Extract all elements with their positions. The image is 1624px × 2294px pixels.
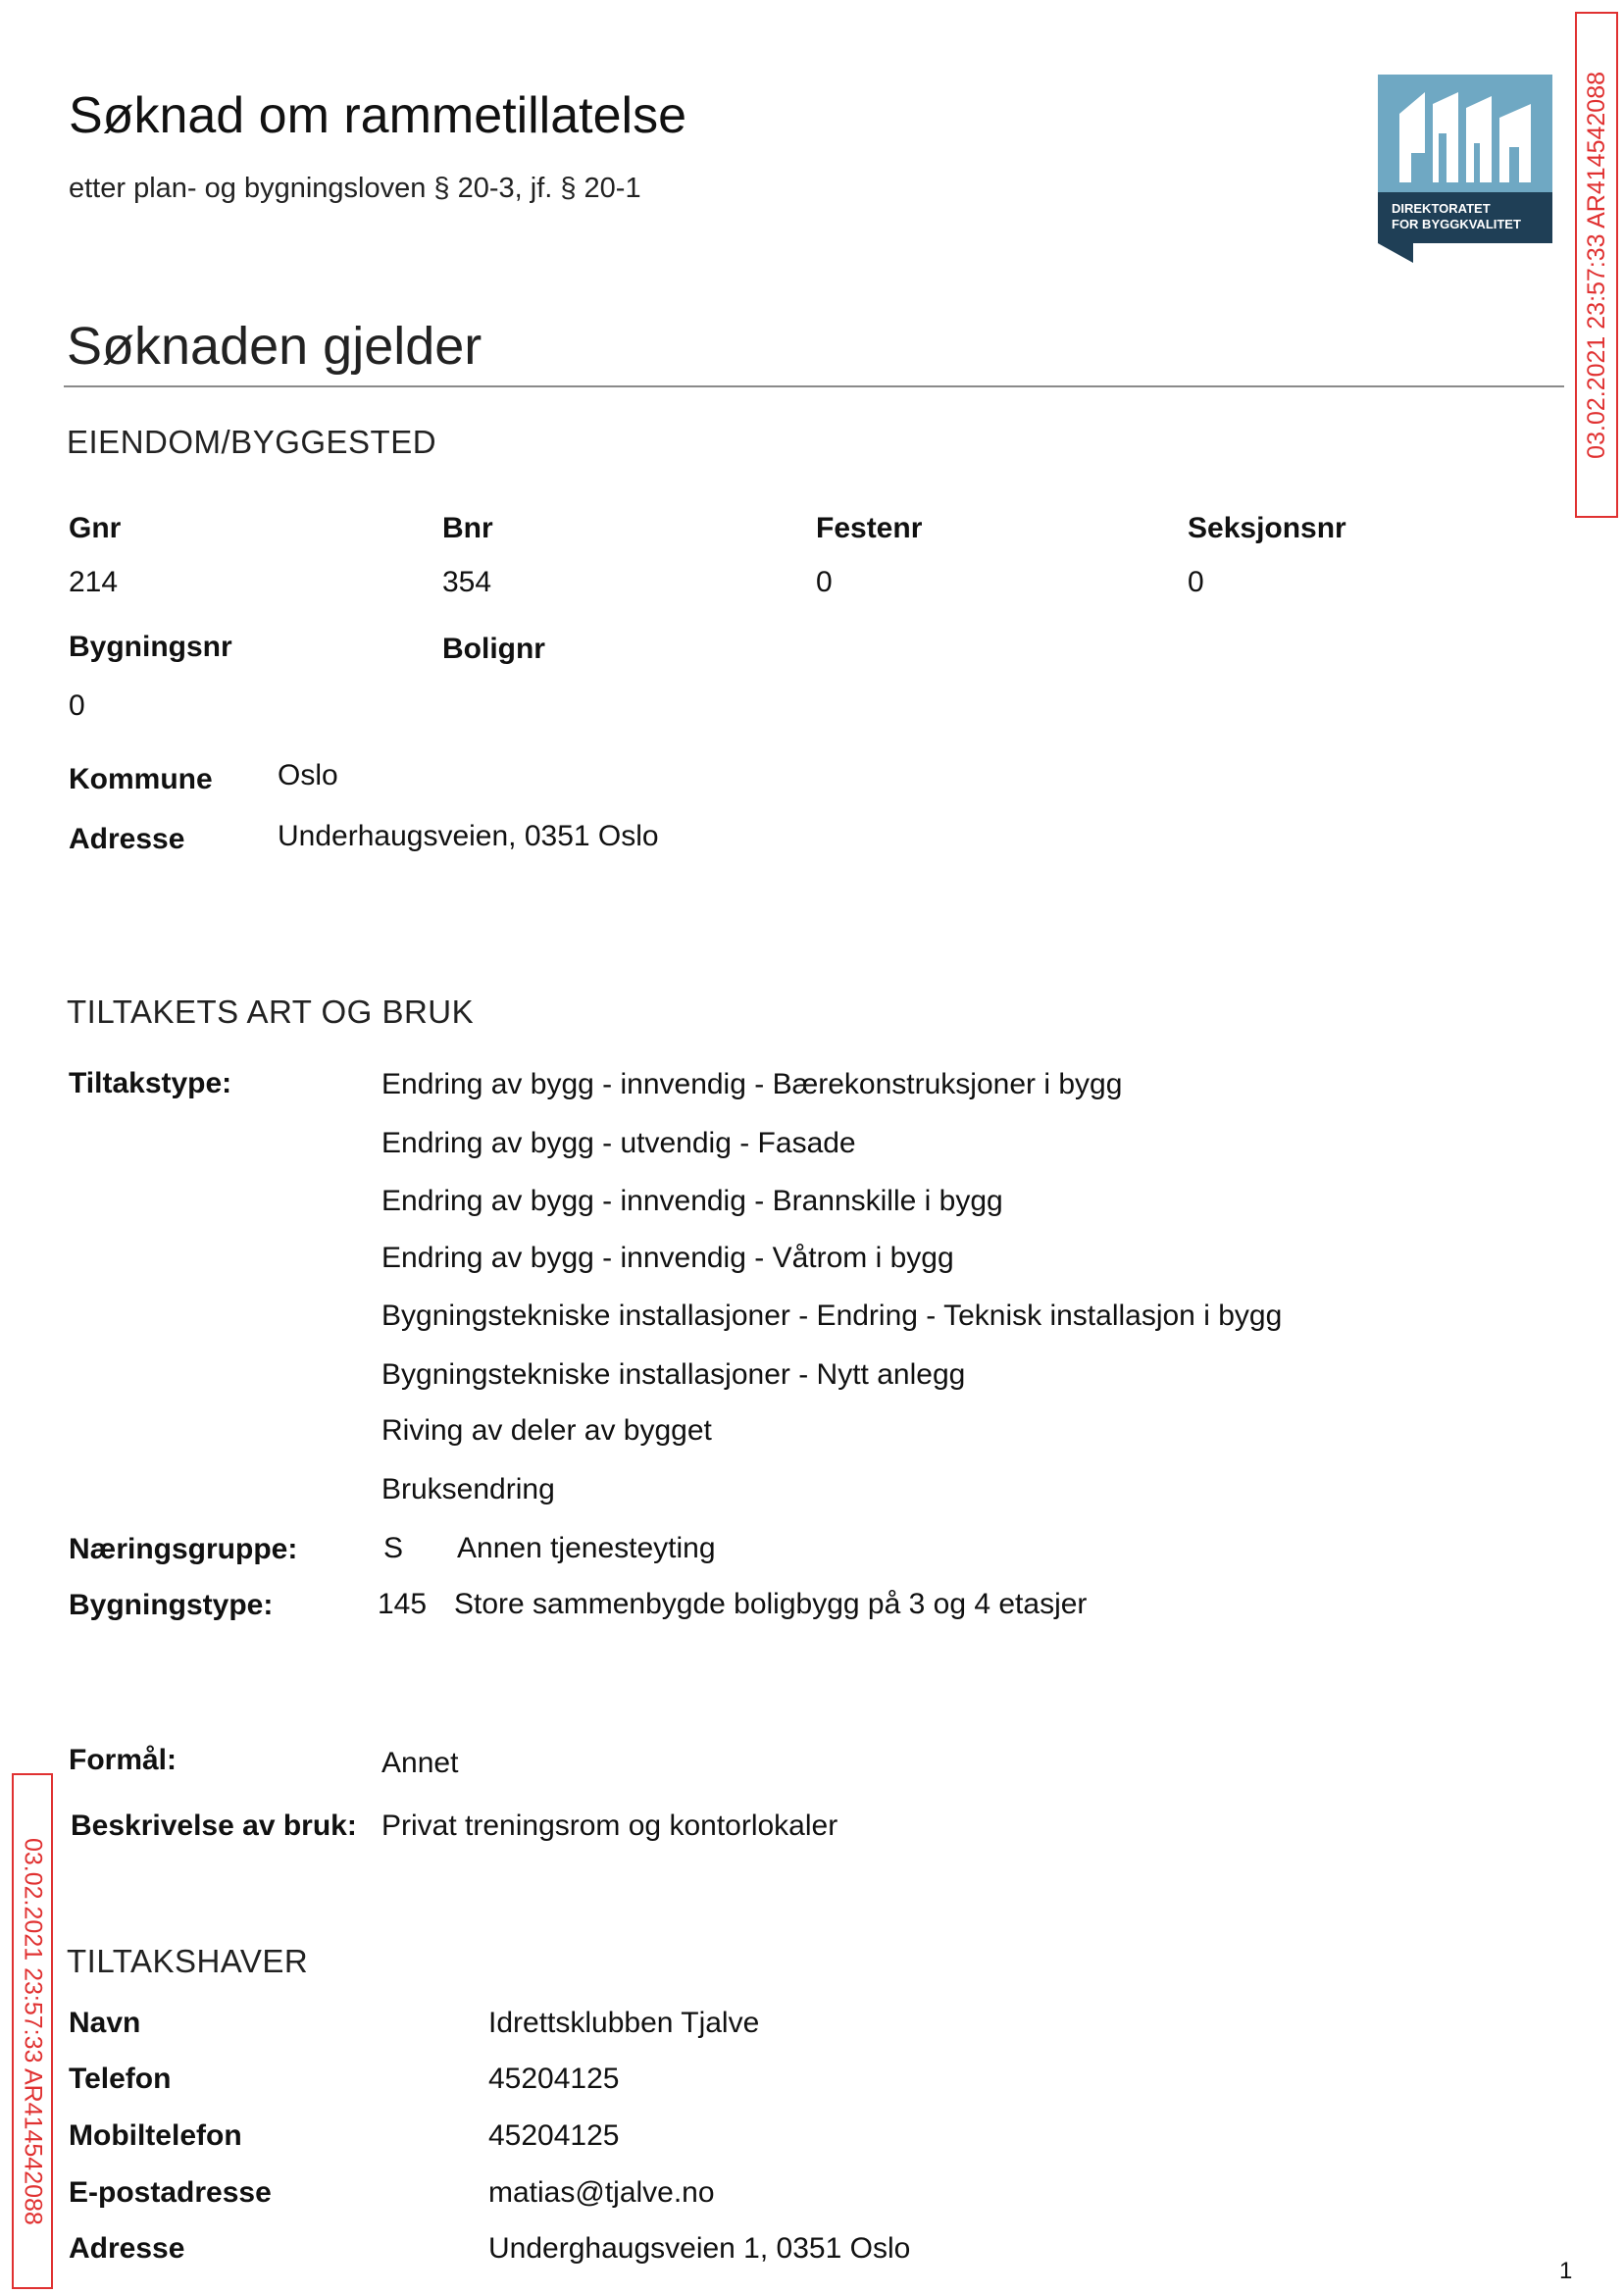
document-title: Søknad om rammetillatelse	[69, 87, 686, 144]
tiltakstype-item: Endring av bygg - innvendig - Bærekonstruksjoner i bygg	[381, 1068, 1123, 1100]
page-number: 1	[1559, 2258, 1573, 2284]
tiltakstype-item: Bruksendring	[381, 1473, 555, 1505]
dibk-logo-graphic	[1378, 75, 1552, 263]
dibk-logo	[1378, 75, 1552, 263]
beskrivelse-value: Privat treningsrom og kontorlokaler	[381, 1810, 838, 1842]
formal-label: Formål:	[69, 1744, 178, 1776]
bygningstype-text: Store sammenbygde boligbygg på 3 og 4 etasjer	[454, 1588, 1088, 1620]
applicant-address-label: Adresse	[69, 2232, 185, 2265]
applicant-name-value: Idrettsklubben Tjalve	[488, 2007, 760, 2039]
applicant-phone-label: Telefon	[69, 2063, 172, 2095]
bygningsnr-value: 0	[69, 689, 85, 722]
festenr-label: Festenr	[816, 512, 923, 544]
section-heading: Søknaden gjelder	[67, 317, 482, 376]
timestamp-stamp-right	[1575, 12, 1618, 518]
festenr-value: 0	[816, 566, 833, 598]
applicant-email-label: E-postadresse	[69, 2176, 272, 2209]
stamp-text: 03.02.2021 23:57:33 AR414542088	[19, 1837, 47, 2225]
naeringsgruppe-code: S	[383, 1532, 404, 1564]
seksjonsnr-value: 0	[1188, 566, 1204, 598]
formal-value: Annet	[381, 1747, 459, 1779]
tiltakstype-item: Endring av bygg - innvendig - Brannskille i bygg	[381, 1185, 1003, 1217]
beskrivelse-label: Beskrivelse av bruk:	[71, 1810, 357, 1842]
measure-section-title: TILTAKETS ART OG BRUK	[67, 994, 475, 1030]
applicant-mobile-label: Mobiltelefon	[69, 2119, 242, 2152]
stamp-text: 03.02.2021 23:57:33 AR414542088	[1582, 71, 1610, 459]
tiltakstype-label: Tiltakstype:	[69, 1067, 232, 1099]
logo-line1: DIREKTORATET	[1392, 201, 1491, 216]
applicant-mobile-value: 45204125	[488, 2119, 620, 2152]
adresse-value: Underhaugsveien, 0351 Oslo	[278, 820, 659, 852]
heading-divider	[64, 385, 1564, 387]
seksjonsnr-label: Seksjonsnr	[1188, 512, 1346, 544]
property-section-title: EIENDOM/BYGGESTED	[67, 424, 437, 460]
kommune-label: Kommune	[69, 763, 213, 795]
tiltakstype-item: Endring av bygg - innvendig - Våtrom i bygg	[381, 1242, 954, 1274]
bnr-value: 354	[442, 566, 492, 598]
applicant-address-value: Underghaugsveien 1, 0351 Oslo	[488, 2232, 911, 2265]
document-subtitle: etter plan- og bygningsloven § 20-3, jf. § 20-1	[69, 173, 641, 204]
gnr-label: Gnr	[69, 512, 122, 544]
bygningsnr-label: Bygningsnr	[69, 631, 232, 663]
naeringsgruppe-text: Annen tjenesteyting	[457, 1532, 716, 1564]
bolignr-label: Bolignr	[442, 633, 545, 665]
gnr-value: 214	[69, 566, 119, 598]
tiltakstype-item: Riving av deler av bygget	[381, 1414, 712, 1447]
applicant-section-title: TILTAKSHAVER	[67, 1943, 309, 1979]
naeringsgruppe-label: Næringsgruppe:	[69, 1533, 298, 1565]
logo-line2: FOR BYGGKVALITET	[1392, 217, 1521, 231]
applicant-email-value: matias@tjalve.no	[488, 2176, 715, 2209]
bnr-label: Bnr	[442, 512, 493, 544]
bygningstype-code: 145	[378, 1588, 428, 1620]
kommune-value: Oslo	[278, 759, 338, 791]
timestamp-stamp-left	[12, 1773, 53, 2289]
tiltakstype-item: Bygningstekniske installasjoner - Nytt anlegg	[381, 1358, 966, 1391]
tiltakstype-item: Bygningstekniske installasjoner - Endring - Teknisk installasjon i bygg	[381, 1300, 1283, 1332]
bygningstype-label: Bygningstype:	[69, 1589, 274, 1621]
tiltakstype-item: Endring av bygg - utvendig - Fasade	[381, 1127, 856, 1159]
applicant-phone-value: 45204125	[488, 2063, 620, 2095]
applicant-name-label: Navn	[69, 2007, 141, 2039]
adresse-label: Adresse	[69, 823, 185, 855]
